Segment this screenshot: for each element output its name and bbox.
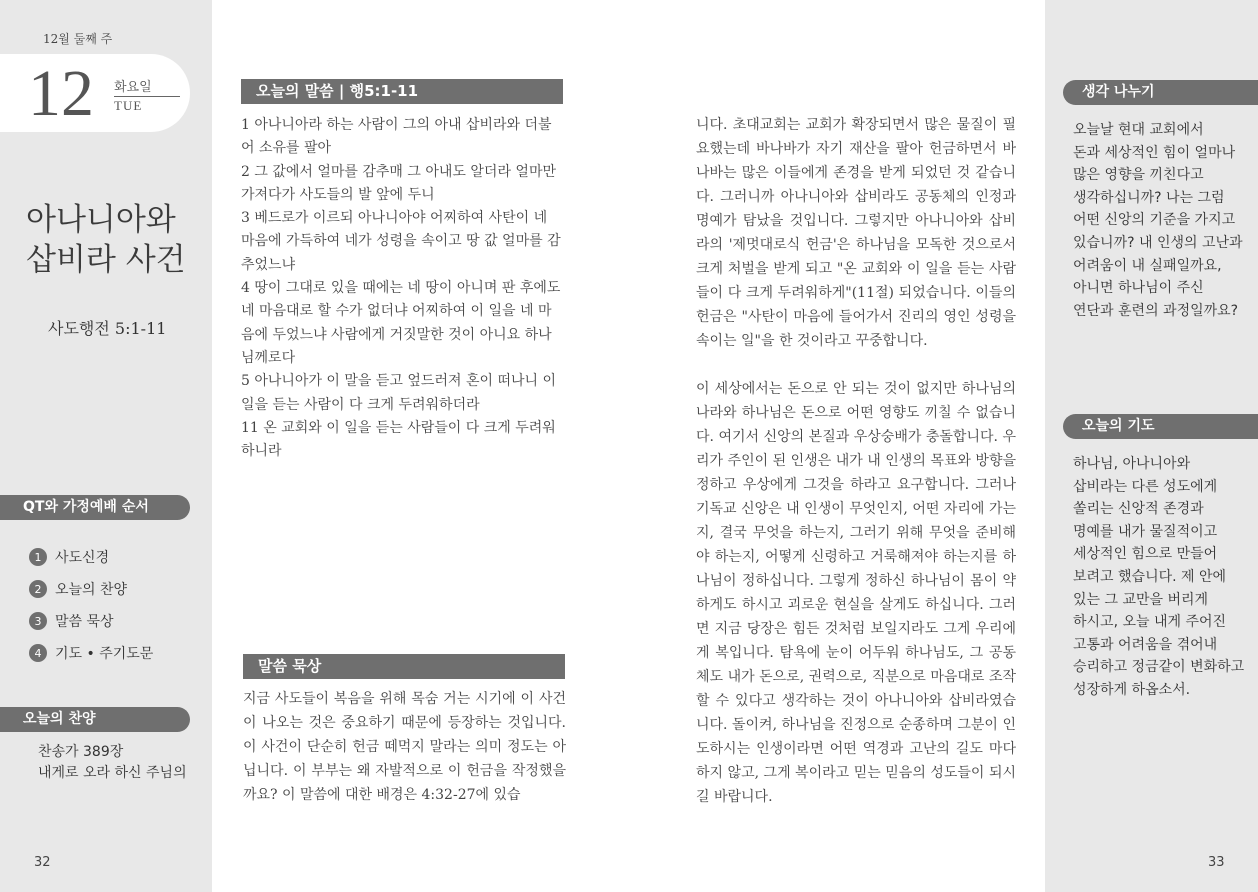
verse: 4 땅이 그대로 있을 때에는 네 땅이 아니며 판 후에도 네 마음대로 할 수가 없더냐 어찌하여 이 일을 네 마음에 두었느냐 사람에게 거짓말한 것이 아니요 하나님께로다 — [241, 280, 561, 366]
scripture-reference: 사도행전 5:1-11 — [48, 319, 167, 338]
step-number-badge: 1 — [29, 548, 47, 566]
qt-order-list — [29, 541, 153, 669]
date-weekday-ko: 화요일 — [114, 80, 152, 95]
page-number-left: 32 — [34, 855, 51, 870]
week-label: 12월 둘째 주 — [43, 32, 113, 46]
meditation-paragraph-text: 이 세상에서는 돈으로 안 되는 것이 없지만 하나님의 나라와 하나님은 돈으로 어떤 영향도 끼칠 수 없습니다. 여기서 신앙의 본질과 우상숭배가 충돌합니다. 우리가 주인이 된 인생은 내가 내 인생의 목표와 방향을 정하고 우상에게 그것을 하라고 요구합니다. 그러나 기독교 신앙은 내 인생이 무엇인지, 어떤 자리에 가는지, 결국 무엇을 하는지, 그러기 위해 무엇을 준비해야 하는지, 어떻게 신령하고 거룩해져야 하는지를 하나님이 정하십니다. 그렇게 정하신 하나님이 몸이 약하게도 하시고 괴로운 현실을 살게도 하십니다. 그러면 지금 당장은 힘든 것처럼 보일지라도 그게 우리에게 복입니다. 탐욕에 눈이 어두워 하나님도, 그 공동체도 내가 돈으로, 권력으로, 직분으로 마음대로 조작할 수 있다고 생각하는 것이 아나니아와 삽비라였습니다. 돌이켜, 하나님을 진정으로 순종하며 그분이 인도하시는 인생이라면 어떤 역경과 고난의 길도 마다하지 않고, 그게 복이라고 믿는 믿음의 성도들이 되시길 바랍니다. — [696, 381, 1016, 805]
prayer-line: 있는 그 교만을 버리게 — [1073, 591, 1209, 608]
list-item — [29, 637, 153, 669]
hymn-line: 찬송가 389장 — [38, 744, 124, 760]
meditation-paragraph — [696, 377, 1016, 809]
prayer-line: 쏠리는 신앙적 존경과 — [1073, 501, 1204, 518]
prayer-line: 삽비라는 다른 성도에게 — [1073, 478, 1218, 495]
prayer-line: 명예를 내가 물질적이고 — [1073, 523, 1218, 540]
page-title-line: 삽비라 사건 — [26, 242, 186, 278]
scripture-passage — [241, 114, 564, 463]
hymn-heading: 오늘의 찬양 — [0, 707, 190, 732]
sharing-line: 연단과 훈련의 과정일까요? — [1073, 302, 1239, 319]
page-title-line: 아나니아와 — [26, 202, 176, 238]
step-label: 기도 • 주기도문 — [55, 646, 154, 662]
meditation-intro: 지금 사도들이 복음을 위해 목숨 거는 시기에 이 사건이 나오는 것은 중요하기 때문에 등장하는 것입니다. 이 사건이 단순히 헌금 떼먹지 말라는 의미 정도는 아닙니다. 이 부부는 왜 자발적으로 이 헌금을 작정했을까요? 이 말씀에 대한 배경은 4:32-27에 있습 — [243, 691, 566, 803]
meditation-paragraph-text: 니다. 초대교회는 교회가 확장되면서 많은 물질이 필요했는데 바나바가 자기 재산을 팔아 헌금하면서 바나바는 많은 이들에게 존경을 받게 되었던 것 같습니다. 그러니까 아나니아와 삽비라도 공동체의 인정과 명예가 탐났을 것입니다. 그렇지만 아나니아와 삽비라의 '제멋대로식 헌금'은 하나님을 모독한 것으로서 크게 처벌을 받게 되고 "온 교회와 이 일을 듣는 사람들이 다 크게 두려워하게"(11절) 되었습니다. 이들의 헌금은 "사탄이 마음에 들어가서 진리의 영인 성령을 속이는 일"을 한 것이라고 꾸중합니다. — [696, 117, 1016, 349]
prayer-heading: 오늘의 기도 — [1063, 414, 1258, 439]
list-item — [29, 605, 153, 637]
prayer-line: 하나님, 아나니아와 — [1073, 456, 1191, 472]
prayer-line: 세상적인 힘으로 만들어 — [1073, 546, 1218, 563]
verse: 2 그 값에서 얼마를 감추매 그 아내도 알더라 얼마만 가져다가 사도들의 발 앞에 두니 — [241, 163, 556, 203]
step-number-badge: 4 — [29, 644, 47, 662]
sharing-line: 어떤 신앙의 기준을 가지고 — [1073, 212, 1236, 229]
sharing-line: 아니면 하나님이 주신 — [1073, 280, 1204, 297]
page-title — [26, 200, 206, 280]
hymn-text — [38, 742, 187, 784]
verse: 11 온 교회와 이 일을 듣는 사람들이 다 크게 두려워하니라 — [241, 419, 556, 460]
step-label: 오늘의 찬양 — [55, 582, 128, 598]
verse: 3 베드로가 이르되 아나니아야 어찌하여 사탄이 네 마음에 가득하여 네가 성령을 속이고 땅 값 얼마를 감추었느냐 — [241, 210, 561, 273]
meditation-heading: 말씀 묵상 — [243, 654, 565, 679]
sharing-line: 오늘날 현대 교회에서 — [1073, 122, 1204, 138]
page-number-right: 33 — [1208, 855, 1225, 870]
step-label: 말씀 묵상 — [55, 614, 114, 630]
prayer-line: 보려고 했습니다. 제 안에 — [1073, 568, 1227, 585]
date-divider — [114, 96, 180, 97]
list-item — [29, 573, 153, 605]
date-day-number: 12 — [28, 57, 94, 130]
prayer-text — [1073, 453, 1248, 702]
step-label: 사도신경 — [55, 550, 110, 566]
sharing-line: 있습니까? 내 인생의 고난과 — [1073, 234, 1243, 251]
sharing-text — [1073, 119, 1248, 322]
sharing-line: 어려움이 내 실패일까요, — [1073, 257, 1222, 274]
step-number-badge: 3 — [29, 612, 47, 630]
prayer-line: 하시고, 오늘 내게 주어진 — [1073, 614, 1227, 631]
step-number-badge: 2 — [29, 580, 47, 598]
prayer-line: 성장하게 하옵소서. — [1073, 681, 1191, 698]
hymn-line: 내게로 오라 하신 주님의 — [38, 765, 187, 781]
sharing-line: 돈과 세상적인 힘이 얼마나 — [1073, 144, 1236, 161]
today-word-heading: 오늘의 말씀 | 행5:1-11 — [241, 79, 563, 104]
list-item — [29, 541, 153, 573]
verse: 1 아나니아라 하는 사람이 그의 아내 삽비라와 더불어 소유를 팔아 — [241, 117, 552, 157]
qt-order-heading: QT와 가정예배 순서 — [0, 495, 190, 520]
prayer-line: 승리하고 정금같이 변화하고 — [1073, 659, 1245, 676]
verse: 5 아나니아가 이 말을 듣고 엎드러져 혼이 떠나니 이 일을 듣는 사람이 다 크게 두려워하더라 — [241, 373, 556, 413]
meditation-paragraph — [696, 113, 1016, 353]
date-weekday-en: TUE — [114, 98, 143, 113]
sharing-line: 생각하십니까? 나는 그럼 — [1073, 189, 1225, 206]
sharing-heading: 생각 나누기 — [1063, 80, 1258, 105]
prayer-line: 고통과 어려움을 겪어내 — [1073, 636, 1218, 653]
sharing-line: 많은 영향을 끼친다고 — [1073, 167, 1204, 184]
